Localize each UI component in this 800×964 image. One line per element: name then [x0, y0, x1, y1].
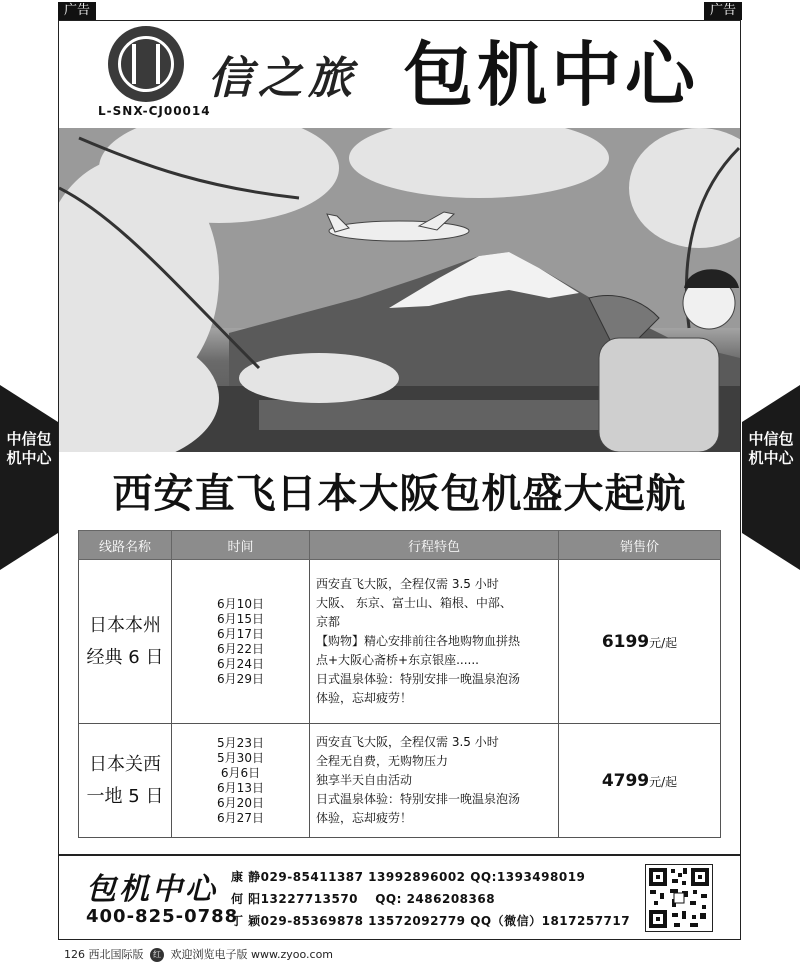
side-ribbon-left [0, 385, 58, 570]
footer-text[interactable]: 欢迎浏览电子版 www.zyoo.com [170, 948, 334, 961]
page-title: 包机中心 [403, 34, 699, 116]
feature-line: 京都 [316, 615, 341, 629]
date-item: 6月10日 [217, 596, 264, 611]
date-item: 6月13日 [217, 780, 264, 795]
date-item: 5月30日 [217, 750, 264, 765]
table-row [79, 560, 721, 724]
ad-label-left: 广告 [58, 2, 96, 20]
price-value: 4799 [601, 770, 650, 791]
header [58, 20, 741, 129]
col-header-features: 行程特色 [310, 531, 559, 560]
price-unit: 元/起 [649, 635, 678, 650]
route-table [78, 530, 721, 838]
price-value: 6199 [601, 631, 650, 652]
license-number: L-SNX-CJ00014 [98, 104, 211, 118]
route-name-line1: 日本关西 [89, 753, 161, 775]
date-item: 6月15日 [217, 611, 264, 626]
headline: 西安直飞日本大阪包机盛大起航 [112, 471, 687, 517]
route-price [559, 560, 721, 724]
date-item: 5月23日 [217, 735, 264, 750]
page-number: 126 [64, 948, 85, 961]
red-badge-icon: 红 [150, 948, 164, 962]
col-header-route: 线路名称 [79, 531, 172, 560]
citic-logo-icon [108, 26, 184, 102]
footer-section: 西北国际版 [88, 948, 144, 961]
page-footer [64, 946, 333, 962]
route-name-line1: 日本本州 [89, 614, 161, 636]
route-dates [172, 724, 310, 838]
route-dates [172, 560, 310, 724]
date-item: 6月29日 [217, 671, 264, 686]
route-name-line2: 经典 6 日 [86, 646, 164, 668]
feature-line: 日式温泉体验：特别安排一晚温泉泡汤 [316, 792, 521, 806]
table-header-row [79, 531, 721, 560]
feature-line: 西安直飞大阪，全程仅需 3.5 小时 [316, 735, 499, 749]
feature-line: 全程无自费，无购物压力 [316, 754, 449, 768]
route-name-line2: 一地 5 日 [86, 785, 164, 807]
feature-line: 体验，忘却疲劳！ [316, 691, 413, 705]
col-header-price: 销售价 [559, 531, 721, 560]
date-item: 6月20日 [217, 795, 264, 810]
route-name [79, 560, 172, 724]
ad-label-right: 广告 [704, 2, 742, 20]
fuji-cherry-blossom-photo [59, 128, 740, 452]
contact-line: 康 静029-85411387 13992896002 QQ:1393498019 [231, 870, 586, 884]
route-features [310, 560, 559, 724]
side-ribbon-right [742, 385, 800, 570]
contact-line: 何 阳13227713570 QQ: 2486208368 [231, 892, 496, 906]
feature-line: 大阪、 东京、富士山、箱根、中部、 [316, 596, 512, 610]
hotline-number: 400-825-0788 [86, 906, 239, 927]
col-header-date: 时间 [172, 531, 310, 560]
route-name [79, 724, 172, 838]
contact-title: 包机中心 [86, 872, 218, 907]
route-price [559, 724, 721, 838]
feature-line: 独享半天自由活动 [316, 773, 413, 787]
contact-divider [58, 854, 741, 856]
contact-line: 丁 颖029-85369878 13572092779 QQ（微信）1817257717 [231, 914, 631, 928]
price-unit: 元/起 [649, 774, 678, 789]
feature-line: 体验，忘却疲劳！ [316, 811, 413, 825]
date-item: 6月27日 [217, 810, 264, 825]
feature-line: 西安直飞大阪，全程仅需 3.5 小时 [316, 577, 499, 591]
date-item: 6月22日 [217, 641, 264, 656]
side-label-right: 中信包机中心 [748, 430, 794, 467]
feature-line: 【购物】精心安排前往各地购物血拼热 [316, 634, 521, 648]
date-item: 6月6日 [220, 765, 261, 780]
date-item: 6月24日 [217, 656, 264, 671]
date-item: 6月17日 [217, 626, 264, 641]
feature-line: 点+大阪心斋桥+东京银座...... [316, 653, 479, 667]
route-features [310, 724, 559, 838]
table-row [79, 724, 721, 838]
feature-line: 日式温泉体验：特别安排一晚温泉泡汤 [316, 672, 521, 686]
brand-name: 信之旅 [208, 53, 358, 104]
qr-code-icon[interactable] [645, 864, 713, 932]
side-label-left: 中信包机中心 [6, 430, 52, 467]
